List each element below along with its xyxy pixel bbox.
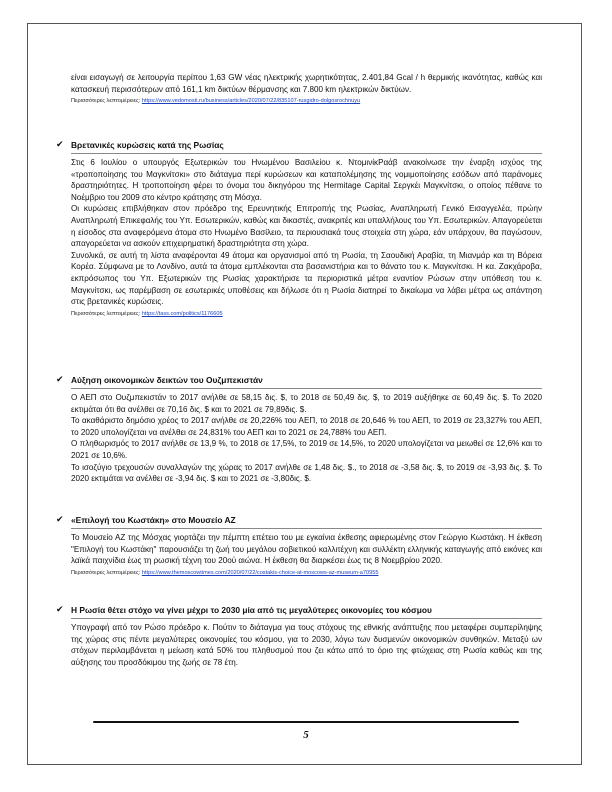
checkmark-icon: ✔	[56, 139, 64, 149]
intro-paragraph: είναι εισαγωγή σε λειτουργία περίπου 1,63 GW νέας ηλεκτρικής χωρητικότητας, 2.401,84 Gcal / h θερμικής ικανότητας, καθώς και κατασκευή περισσότερων από 161,1 km δικτύων θέρμανσης και 7.800 km ηλεκτρικών δικτύων.	[71, 73, 542, 94]
section-heading	[56, 138, 542, 151]
intro-block	[56, 72, 542, 105]
section-title: «Επιλογή του Κωστάκη» στο Μουσείο ΑΖ	[71, 514, 236, 525]
more-details-label: Περισσότερες λεπτομέρειες:	[71, 310, 141, 317]
section-paragraph: Στις 6 Ιουλίου ο υπουργός Εξωτερικών του Ηνωμένου Βασιλείου κ. ΝτομινίκΡαάβ ανακοίνωσε την έναρξη ισχύος της «τροποποίησης του Μαγκνίτσκι» στο διάταγμα περί κυρώσεων και καταπολέμησης της νομιμοποίησης εσόδων από παράνομες δραστηριότητες. Η τροποποίηση φέρει το όνομα του δικηγόρου της Hermitage Capital Σεργκέι Μαγκνίτσκι, ο οποίος πέθανε το Νοέμβριο του 2009 στο κέντρο κράτησης στη Μόσχα.	[71, 158, 542, 202]
section-title: Αύξηση οικονομικών δεικτών του Ουζμπεκιστάν	[71, 374, 263, 385]
section-kostakis-exhibition	[56, 513, 542, 577]
more-details-link[interactable]: https://www.vedomosti.ru/business/articles/2020/07/22/835107-rusgidro-dolgosrochnuyu	[141, 98, 361, 105]
section-divider	[71, 388, 542, 389]
section-paragraph: Το Μουσείο ΑΖ της Μόσχας γιορτάζει την πέμπτη επέτειο του με εγκαίνια έκθεσης αφιερωμένης στον Γεώργιο Κωστάκη. Η έκθεση "Επιλογή του Κωστάκη" παρουσιάζει τη ζωή του μεγάλου σοβιετικού καλλιτέχνη και συλλέκτη ελληνικής καταγωγής από εικόνες και λαϊκά παιχνίδια έως τη ρωσική τέχνη του 20ού αιώνα. Η έκθεση θα διαρκέσει έως τις 8 Νοεμβρίου 2020.	[71, 533, 542, 566]
section-heading	[56, 513, 542, 526]
section-russia-2030-goal	[56, 603, 542, 668]
section-title: Βρετανικές κυρώσεις κατά της Ρωσίας	[71, 139, 224, 150]
section-divider	[71, 618, 542, 619]
section-heading	[56, 603, 542, 616]
footer-divider	[93, 721, 519, 723]
section-title: Η Ρωσία θέτει στόχο να γίνει μέχρι το 2030 μία από τις μεγαλύτερες οικονομίες του κόσμου	[71, 604, 432, 615]
section-paragraph: Οι κυρώσεις επιβλήθηκαν στον πρόεδρο της Ερευνητικής Επιτροπής της Ρωσίας, Αναπληρωτή Γενικό Εισαγγελέα, πρώην Αναπληρωτή Επικεφαλής του Υπ. Εσωτερικών, καθώς και δικαστές, ανακριτές και υπαλλήλους του Υπ. Εσωτερικών. Απαγορεύεται η είσοδος στα αναφερόμενα άτομα στο Ηνωμένο Βασίλειο, τα περιουσιακά τους στοιχεία στη χώρα, εάν υπάρχουν, θα παγώσουν, απαγορεύεται να ασκούν επιχειρηματική δραστηριότητα στη χώρα.	[71, 204, 542, 249]
checkmark-icon: ✔	[56, 514, 64, 524]
section-paragraph: Το ισοζύγιο τρεχουσών συναλλαγών της χώρας το 2017 ανήλθε σε 1,48 δις. $., το 2018 σε -3,58 δις. $, το 2019 σε -3,93 δις. $. Το 2020 εκτιμάται να ανέλθει σε -3,94 δις. $ και το 2021 σε -3,80δις. $.	[71, 462, 542, 484]
section-paragraph: Συνολικά, σε αυτή τη λίστα αναφέρονται 49 άτομα και οργανισμοί από τη Ρωσία, τη Σαουδική Αραβία, τη Μιανμάρ και τη Βόρεια Κορέα. Σύμφωνα με το Λονδίνο, αυτά τα άτομα εμπλέκονται στα βασανιστήρια και το θάνατο του κ. Μαγκνίτσκι. Η κα. Ζακχάροβα, εκπρόσωπος του Υπ. Εξωτερικών της Ρωσίας χαρακτήρισε τα περιοριστικά μέτρα εναντίον Ρώσων στην υπόθεση του κ. Μαγκνίτσκι, ως παρέμβαση σε εσωτερικές υποθέσεις και δήλωσε ότι η Ρωσία διατηρεί το δικαίωμα να λάβει μέτρα ως απάντηση στις βρετανικές κυρώσεις.	[71, 250, 542, 307]
more-details-label: Περισσότερες λεπτομέρειες:	[71, 98, 141, 105]
intro-more-details	[56, 97, 542, 105]
section-paragraph: Ο ΑΕΠ στο Ουζμπεκιστάν το 2017 ανήλθε σε 58,15 δις. $, το 2018 σε 50,49 δις. $, το 2019 αυξήθηκε σε 60,49 δις. $. Το 2020 εκτιμάται ότι θα ανέλθει σε 70,16 δις. $ και το 2021 σε 79,89δις. $.	[71, 393, 542, 414]
more-details-label: Περισσότερες λεπτομέρειες:	[71, 569, 141, 576]
section-divider	[71, 153, 542, 154]
section-heading	[56, 373, 542, 386]
page-number: 5	[303, 729, 309, 741]
section-paragraph: Ο πληθωρισμός το 2017 ανήλθε σε 13,9 %, το 2018 σε 17,5%, το 2019 σε 14,5%, το 2020 υπολογίζεται να μειωθεί σε 12,6% και το 2021 σε 10,6%.	[71, 439, 542, 460]
section-uk-sanctions	[56, 138, 542, 318]
section-divider	[71, 528, 542, 529]
more-details-link[interactable]: https://www.themoscowtimes.com/2020/07/22/costakis-choice-at-moscows-az-museum-a70955	[141, 569, 379, 576]
more-details-link[interactable]: https://tass.com/politics/1176605	[141, 310, 223, 317]
section-more-details	[56, 569, 542, 577]
section-paragraph: Υπογραφή από τον Ρώσο πρόεδρο κ. Πούτιν το διάταγμα για τους στόχους της εθνικής ανάπτυξης που μεταφέρει συμπερίληψης της χώρας στις πέντε μεγαλύτερες οικονομίες του κόσμου, για το 2030, λόγω των δυσμενών οικονομικών συνθηκών. Μεταξύ ων στόχων περιλαμβάνεται η μείωση κατά 50% του πληθυσμού που ζει κάτω από το όριο της φτώχειας στη Ρωσία καθώς και της αύξησης του προσδόκιμου της ζωής σε 78 έτη.	[71, 623, 542, 667]
checkmark-icon: ✔	[56, 604, 64, 614]
checkmark-icon: ✔	[56, 374, 64, 384]
section-paragraph: Το ακαθάριστο δημόσιο χρέος το 2017 ανήλθε σε 20,226% του ΑΕΠ, το 2018 σε 20,646 % του ΑΕΠ, το 2019 σε 23,327% του ΑΕΠ, το 2020 υπολογίζεται να ανέλθει σε 24,831% του ΑΕΠ και το 2021 σε 24,788% του ΑΕΠ.	[71, 416, 542, 437]
section-uzbekistan-economy	[56, 373, 542, 485]
section-more-details	[56, 310, 542, 318]
